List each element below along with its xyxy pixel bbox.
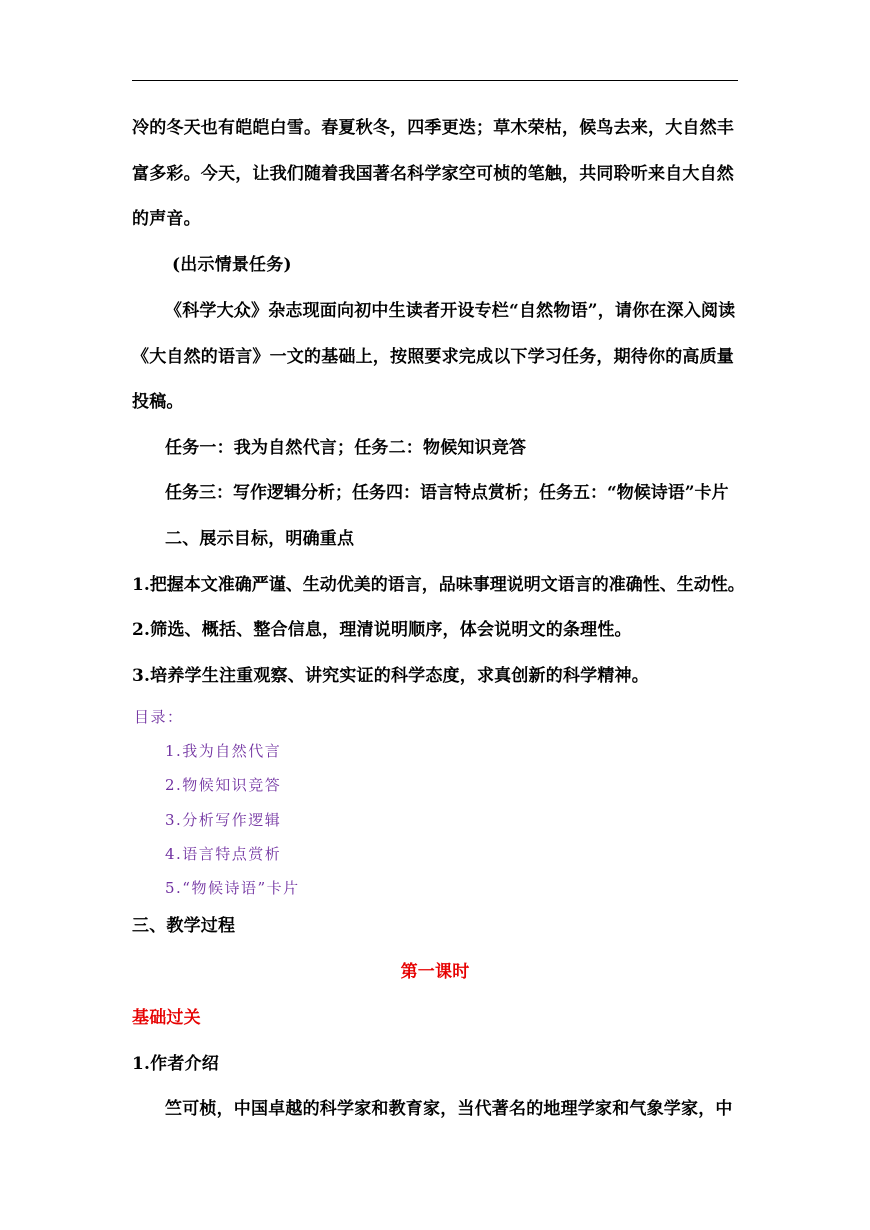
lesson-title: 第一课时 bbox=[400, 962, 470, 982]
paragraph-line: 的声音。 bbox=[132, 209, 201, 229]
paragraph-line: 冷的冬天也有皑皑白雪。春夏秋冬，四季更迭；草木荣枯，候鸟去来，大自然丰 bbox=[132, 118, 734, 138]
paragraph-line: 富多彩。今天，让我们随着我国著名科学家空可桢的笔触，共同聆听来自大自然 bbox=[132, 164, 734, 184]
item-heading: 1.作者介绍 bbox=[132, 1054, 219, 1074]
goal-item: 3.培养学生注重观察、讲究实证的科学态度，求真创新的科学精神。 bbox=[132, 666, 649, 686]
toc-item[interactable]: 2.物候知识竞答 bbox=[165, 776, 282, 794]
paragraph-line: 《科学大众》杂志现面向初中生读者开设专栏“自然物语”，请你在深入阅读 bbox=[165, 301, 736, 321]
situation-task-note: (出示情景任务) bbox=[172, 255, 292, 275]
toc-item[interactable]: 4.语言特点赏析 bbox=[165, 845, 282, 863]
goal-item: 2.筛选、概括、整合信息，理清说明顺序，体会说明文的条理性。 bbox=[132, 620, 632, 640]
section-heading: 二、展示目标，明确重点 bbox=[165, 529, 355, 549]
toc-title: 目录： bbox=[134, 708, 184, 726]
goal-item: 1.把握本文准确严谨、生动优美的语言，品味事理说明文语言的准确性、生动性。 bbox=[132, 575, 745, 595]
task-list-line: 任务三：写作逻辑分析；任务四：语言特点赏析；任务五：“物候诗语”卡片 bbox=[165, 483, 729, 503]
toc-item[interactable]: 1.我为自然代言 bbox=[165, 742, 282, 760]
toc-item[interactable]: 5.“物候诗语”卡片 bbox=[165, 879, 300, 897]
toc-item[interactable]: 3.分析写作逻辑 bbox=[165, 811, 282, 829]
paragraph-line: 竺可桢，中国卓越的科学家和教育家，当代著名的地理学家和气象学家，中 bbox=[165, 1099, 733, 1119]
subheading: 基础过关 bbox=[132, 1008, 201, 1028]
paragraph-line: 投稿。 bbox=[132, 392, 184, 412]
header-rule bbox=[132, 80, 738, 81]
paragraph-line: 《大自然的语言》一文的基础上，按照要求完成以下学习任务，期待你的高质量 bbox=[132, 347, 734, 367]
section-heading: 三、教学过程 bbox=[132, 916, 236, 936]
task-list-line: 任务一：我为自然代言；任务二：物候知识竞答 bbox=[165, 438, 527, 458]
